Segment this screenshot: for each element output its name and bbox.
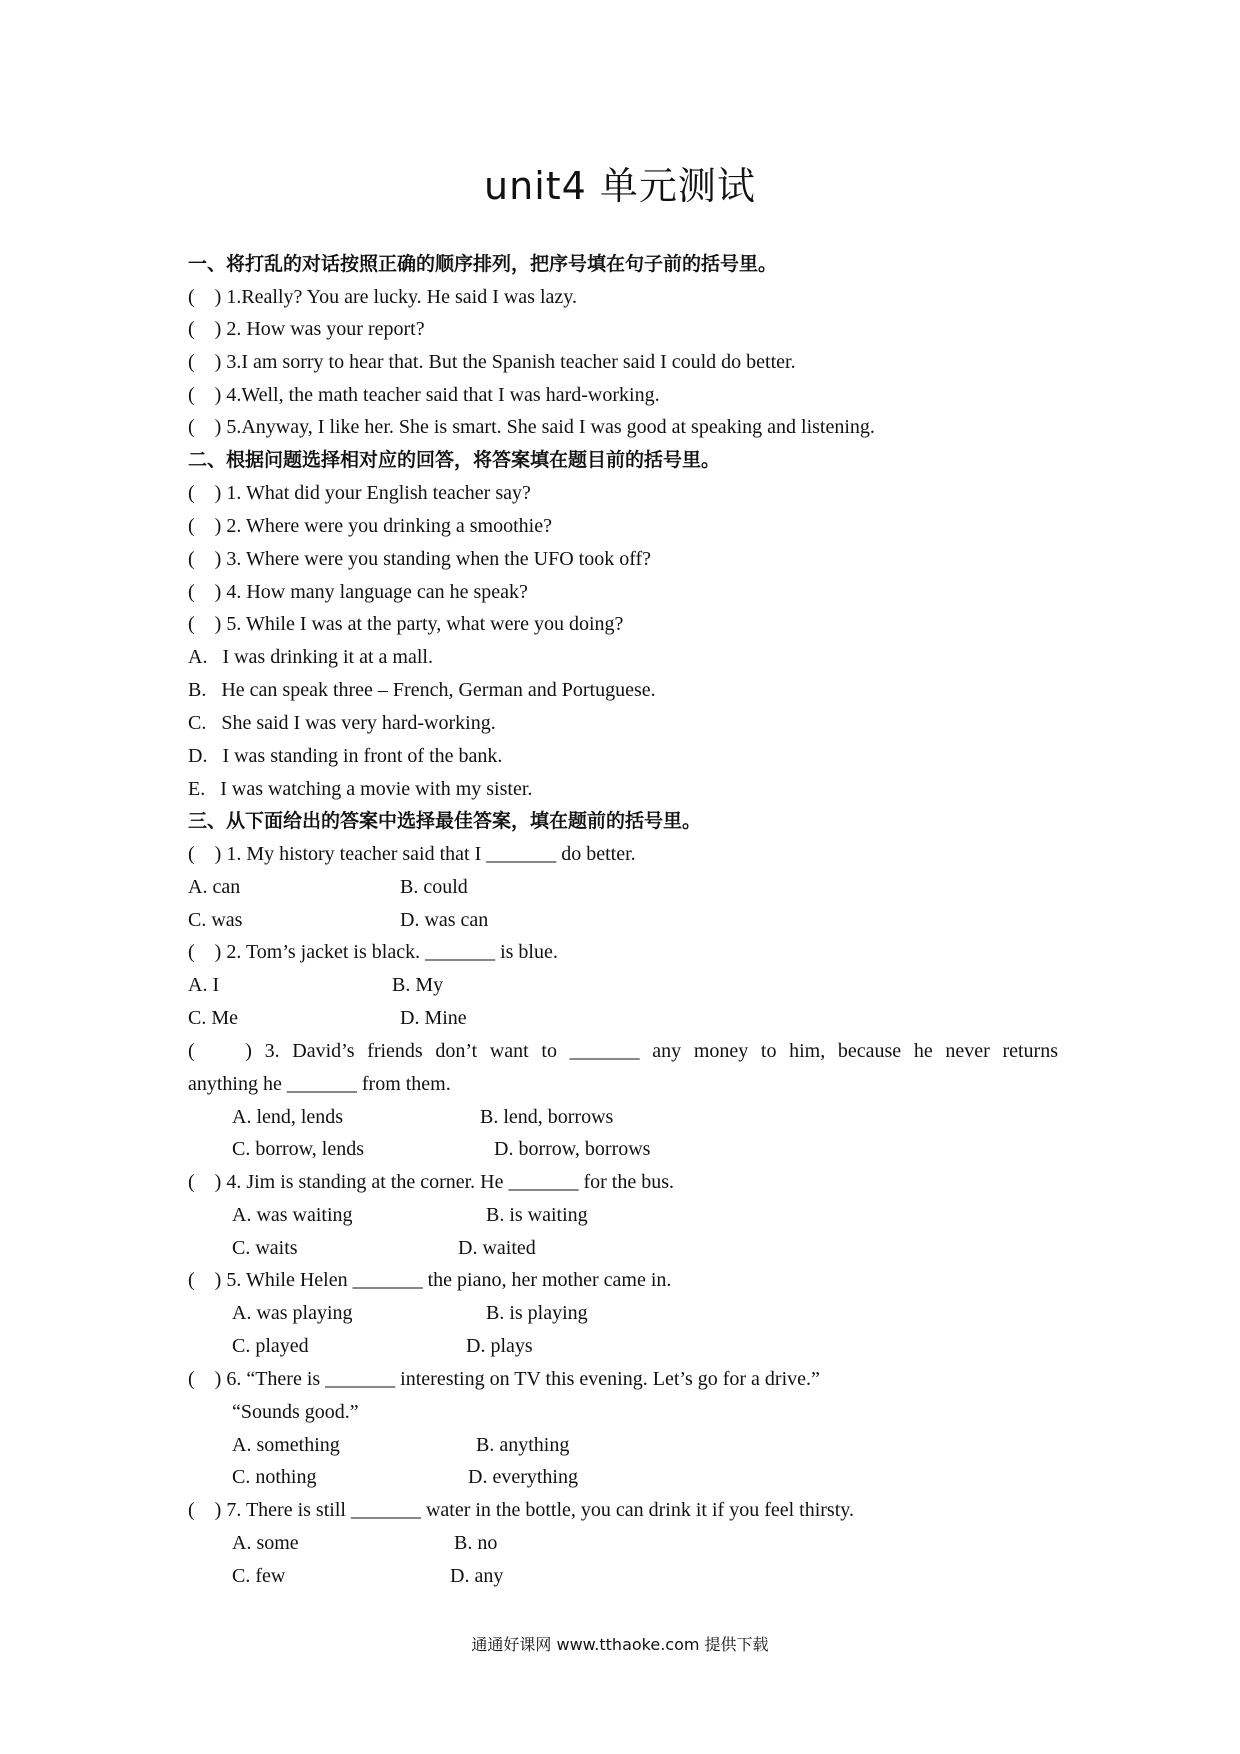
option-c: C. Me — [188, 1007, 238, 1029]
question-item: ( ) 4. How many language can he speak? — [188, 581, 528, 603]
option-d: D. any — [450, 1565, 504, 1587]
answer-option: A. I was drinking it at a mall. — [188, 646, 433, 668]
answer-option: D. I was standing in front of the bank. — [188, 745, 503, 767]
dialogue-item: ( ) 4.Well, the math teacher said that I was hard-working. — [188, 384, 660, 406]
option-d: D. borrow, borrows — [494, 1138, 651, 1160]
option-c: C. waits — [232, 1237, 298, 1259]
mc-question-3: ( ) 3. David’s friends don’t want to _______ any money to him, because he never returns — [188, 1040, 1058, 1062]
section-2-heading: 二、根据问题选择相对应的回答，将答案填在题目前的括号里。 — [188, 449, 721, 471]
option-b: B. My — [392, 974, 444, 996]
option-b: B. lend, borrows — [480, 1106, 614, 1128]
option-d: D. was can — [400, 909, 489, 931]
mc-question-6: ( ) 6. “There is _______ interesting on TV this evening. Let’s go for a drive.” — [188, 1368, 820, 1390]
option-d: D. waited — [458, 1237, 536, 1259]
question-item: ( ) 1. What did your English teacher say? — [188, 482, 531, 504]
option-a: A. can — [188, 876, 241, 898]
section-1-heading: 一、将打乱的对话按照正确的顺序排列，把序号填在句子前的括号里。 — [188, 253, 778, 275]
dialogue-item: ( ) 5.Anyway, I like her. She is smart. She said I was good at speaking and listening. — [188, 416, 875, 438]
mc-question-1: ( ) 1. My history teacher said that I _______ do better. — [188, 843, 636, 865]
option-c: C. nothing — [232, 1466, 317, 1488]
option-a: A. I — [188, 974, 220, 996]
mc-question-4: ( ) 4. Jim is standing at the corner. He _______ for the bus. — [188, 1171, 675, 1193]
option-d: D. everything — [468, 1466, 578, 1488]
option-c: C. played — [232, 1335, 309, 1357]
option-b: B. no — [454, 1532, 498, 1554]
mc-question-5: ( ) 5. While Helen _______ the piano, her mother came in. — [188, 1269, 672, 1291]
section-3-heading: 三、从下面给出的答案中选择最佳答案，填在题前的括号里。 — [188, 810, 702, 832]
option-b: B. anything — [476, 1434, 570, 1456]
mc-question-2: ( ) 2. Tom’s jacket is black. _______ is blue. — [188, 941, 558, 963]
option-d: D. Mine — [400, 1007, 467, 1029]
mc-question-3-continued: anything he _______ from them. — [188, 1073, 451, 1095]
page-footer: 通通好课网 www.tthaoke.com 提供下载 — [471, 1635, 769, 1654]
option-c: C. few — [232, 1565, 286, 1587]
option-c: C. borrow, lends — [232, 1138, 365, 1160]
dialogue-item: ( ) 3.I am sorry to hear that. But the Spanish teacher said I could do better. — [188, 351, 796, 373]
option-a: A. was waiting — [232, 1204, 353, 1226]
dialogue-item: ( ) 1.Really? You are lucky. He said I was lazy. — [188, 286, 577, 308]
option-b: B. is waiting — [486, 1204, 588, 1226]
option-a: A. something — [232, 1434, 340, 1456]
mc-question-7: ( ) 7. There is still _______ water in the bottle, you can drink it if you feel thirsty. — [188, 1499, 854, 1521]
page-title: unit4 单元测试 — [484, 164, 756, 208]
answer-option: C. She said I was very hard-working. — [188, 712, 496, 734]
dialogue-item: ( ) 2. How was your report? — [188, 318, 425, 340]
question-item: ( ) 2. Where were you drinking a smoothie? — [188, 515, 552, 537]
option-b: B. could — [400, 876, 468, 898]
mc-question-6-continued: “Sounds good.” — [232, 1401, 359, 1423]
option-a: A. some — [232, 1532, 299, 1554]
question-item: ( ) 3. Where were you standing when the UFO took off? — [188, 548, 652, 570]
answer-option: E. I was watching a movie with my sister. — [188, 778, 533, 800]
option-b: B. is playing — [486, 1302, 588, 1324]
option-a: A. lend, lends — [232, 1106, 344, 1128]
answer-option: B. He can speak three – French, German and Portuguese. — [188, 679, 656, 701]
option-a: A. was playing — [232, 1302, 353, 1324]
option-c: C. was — [188, 909, 243, 931]
question-item: ( ) 5. While I was at the party, what were you doing? — [188, 613, 624, 635]
option-d: D. plays — [466, 1335, 533, 1357]
